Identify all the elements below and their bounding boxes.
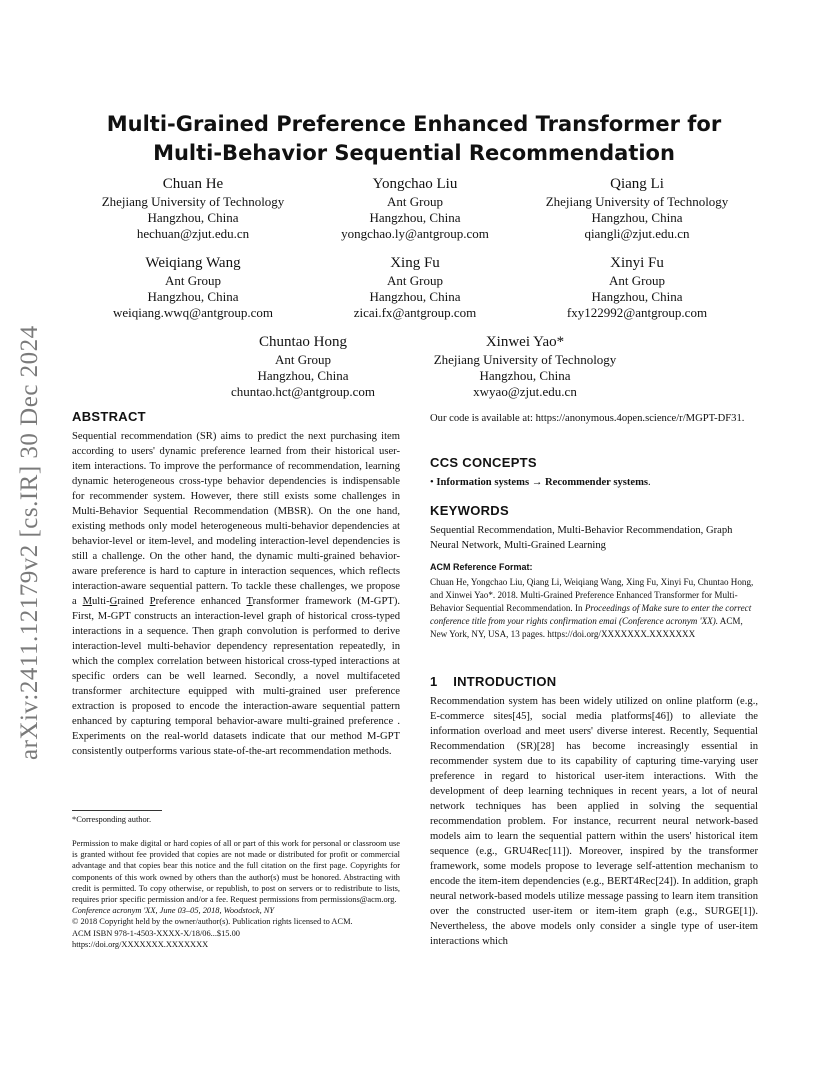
author-email[interactable]: weiqiang.wwq@antgroup.com — [113, 305, 273, 320]
author-block — [517, 175, 757, 242]
author-email[interactable]: hechuan@zjut.edu.cn — [136, 226, 250, 241]
permission-notice — [72, 838, 400, 950]
author-name: Qiang Li — [610, 176, 664, 192]
author-location: Hangzhou, China — [369, 210, 461, 225]
introduction-heading — [430, 674, 758, 689]
keywords-heading: KEYWORDS — [430, 503, 509, 518]
author-block — [405, 333, 645, 400]
author-affiliation: Ant Group — [387, 194, 443, 209]
author-name: Xinwei Yao* — [485, 334, 565, 350]
author-name: Weiqiang Wang — [145, 255, 241, 271]
title-line-1: Multi-Grained Preference Enhanced Transformer for — [106, 112, 722, 136]
ccs-section — [430, 455, 758, 490]
introduction-section — [430, 674, 758, 949]
author-affiliation: Zhejiang University of Technology — [433, 352, 617, 367]
footnote: *Corresponding author. — [72, 815, 152, 824]
author-location: Hangzhou, China — [147, 210, 239, 225]
author-affiliation: Zhejiang University of Technology — [101, 194, 285, 209]
author-location: Hangzhou, China — [479, 368, 571, 383]
author-location: Hangzhou, China — [147, 289, 239, 304]
arxiv-stamp: arXiv:2411.12179v2 [cs.IR] 30 Dec 2024 — [16, 325, 43, 760]
author-name: Yongchao Liu — [372, 176, 458, 192]
section-title: INTRODUCTION — [453, 674, 557, 689]
acm-reference-heading: ACM Reference Format: — [430, 562, 533, 572]
author-email[interactable]: chuntao.hct@antgroup.com — [230, 384, 376, 399]
author-block — [183, 333, 423, 400]
keywords-text: Sequential Recommendation, Multi-Behavior Recommendation, Graph Neural Network, Multi-Grained Learning — [430, 525, 733, 551]
code-availability: Our code is available at: https://anonymous.4open.science/r/MGPT-DF31. — [430, 413, 745, 424]
acm-reference-text: Chuan He, Yongchao Liu, Qiang Li, Weiqiang Wang, Xing Fu, Xinyi Fu, Chuntao Hong, and Xinwei Yao*. 2018. Multi-Grained Preference Enhanced Transformer for Multi-Behavior Sequential Recommendation. In Proceedings of Make sure to enter the correct conference title from your rights confirmation emai (Conference acronym 'XX). ACM, New York, NY, USA, 13 pages. https://doi.org/XXXXXXX.XXXXXXX — [430, 577, 754, 639]
author-location: Hangzhou, China — [369, 289, 461, 304]
author-block — [73, 254, 313, 321]
ccs-heading: CCS CONCEPTS — [430, 455, 537, 470]
author-affiliation: Ant Group — [609, 273, 665, 288]
author-name: Chuan He — [162, 176, 224, 192]
author-block — [73, 175, 313, 242]
author-location: Hangzhou, China — [257, 368, 349, 383]
author-email[interactable]: yongchao.ly@antgroup.com — [341, 226, 489, 241]
paper-title — [80, 110, 748, 168]
author-name: Xing Fu — [390, 255, 440, 271]
conference-line: Conference acronym 'XX, June 03–05, 2018, Woodstock, NY — [72, 906, 275, 916]
author-block — [517, 254, 757, 321]
doi-link[interactable]: https://doi.org/XXXXXXX.XXXXXXX — [72, 939, 209, 949]
copyright-line: © 2018 Copyright held by the owner/author(s). Publication rights licensed to ACM. — [72, 917, 353, 927]
keywords-section — [430, 503, 758, 553]
permission-text: Permission to make digital or hard copies of all or part of this work for personal or classroom use is granted without fee provided that copies are not made or distributed for profit or commercial advantage and that copies bear this notice and the full citation on the first page. Copyrights for components of this work owned by others than the author(s) must be honored. Abstracting with credit is permitted. To copy otherwise, or republish, to post on servers or to redistribute to lists, requires prior specific permission and/or a fee. Request permissions from permissions@acm.org. — [72, 839, 400, 905]
section-number: 1 — [430, 674, 438, 689]
author-email[interactable]: qiangli@zjut.edu.cn — [584, 226, 690, 241]
author-location: Hangzhou, China — [591, 210, 683, 225]
author-email[interactable]: zicai.fx@antgroup.com — [353, 305, 477, 320]
introduction-body: Recommendation system has been widely utilized on online platform (e.g., E-commerce sites[45], social media platforms[46]) to alleviate the information overload and meet users' diverse interest. Recently, Sequential Recommendation (SR)[28] has become increasingly essential in recommender system due to its capability of capturing time-varying user preference in regard to historical user-item interactions. With the development of deep learning techniques in recent years, a lot of neural network techniques has been applied in solving the sequential recommendation problem. For instance, recurrent neural network-based models aim to learn the sequential pattern within the users' historical item sequence (e.g., GRU4Rec[11]). Moreover, inspired by the transformer framework, some models propose to leverage self-attention mechanism to encode the item-item dependencies (e.g., BERT4Rec[24]). In addition, graph neural network-based models utilize message passing to learn item transition over the constructed user-item or item-item graph (e.g., SURGE[1]). Nevertheless, the above models only consider a single type of user-item interactions which — [430, 696, 758, 947]
author-affiliation: Ant Group — [387, 273, 443, 288]
author-name: Chuntao Hong — [259, 334, 347, 350]
abstract-body: Sequential recommendation (SR) aims to predict the next purchasing item according to users' dynamic preference learned from their historical user-item interactions. To improve the performance of recommendation, learning dynamic heterogeneous cross-type behavior dependencies is indispensable for recommender system. However, there still exists some challenges in Multi-Behavior Sequential Recommendation (MBSR). On the one hand, existing methods only model heterogeneous multi-behavior dependencies at behavior-level or item-level, and modeling interaction-level dependencies is still a challenge. On the other hand, the dynamic multi-grained behavior-aware preference is hard to capture in interaction sequences, which reflects interaction-aware sequential pattern. To tackle these challenges, we propose a Multi-Grained Preference enhanced Transformer framework (M-GPT). First, M-GPT constructs an interaction-level graph of historical cross-typed interactions in a sequence. Then graph convolution is performed to derive interaction-level multi-behavior dependency representation repeatedly, in which the complex correlation between historical cross-typed interactions at specific orders can be well learned. Secondly, a novel multifaceted transformer architecture equipped with multi-grained user preference extraction is proposed to encode the interaction-aware sequential pattern enhanced by capturing temporal behavior-aware multi-grained preference . Experiments on the real-world datasets indicate that our method M-GPT consistently outperforms various state-of-the-art recommendation methods. — [72, 431, 400, 757]
abstract-heading: ABSTRACT — [72, 409, 146, 424]
author-name: Xinyi Fu — [610, 255, 664, 271]
acm-reference — [430, 561, 758, 641]
isbn-line: ACM ISBN 978-1-4503-XXXX-X/18/06...$15.00 — [72, 928, 240, 938]
author-affiliation: Zhejiang University of Technology — [545, 194, 729, 209]
abstract-section — [72, 409, 400, 759]
author-block — [295, 175, 535, 242]
footnote-divider — [72, 810, 162, 811]
author-email[interactable]: xwyao@zjut.edu.cn — [473, 384, 577, 399]
author-affiliation: Ant Group — [275, 352, 331, 367]
ccs-concepts: • Information systems → Recommender systems. — [430, 477, 651, 488]
author-block — [295, 254, 535, 321]
title-line-2: Multi-Behavior Sequential Recommendation — [153, 141, 675, 165]
author-location: Hangzhou, China — [591, 289, 683, 304]
author-affiliation: Ant Group — [165, 273, 221, 288]
author-email[interactable]: fxy122992@antgroup.com — [566, 305, 708, 320]
